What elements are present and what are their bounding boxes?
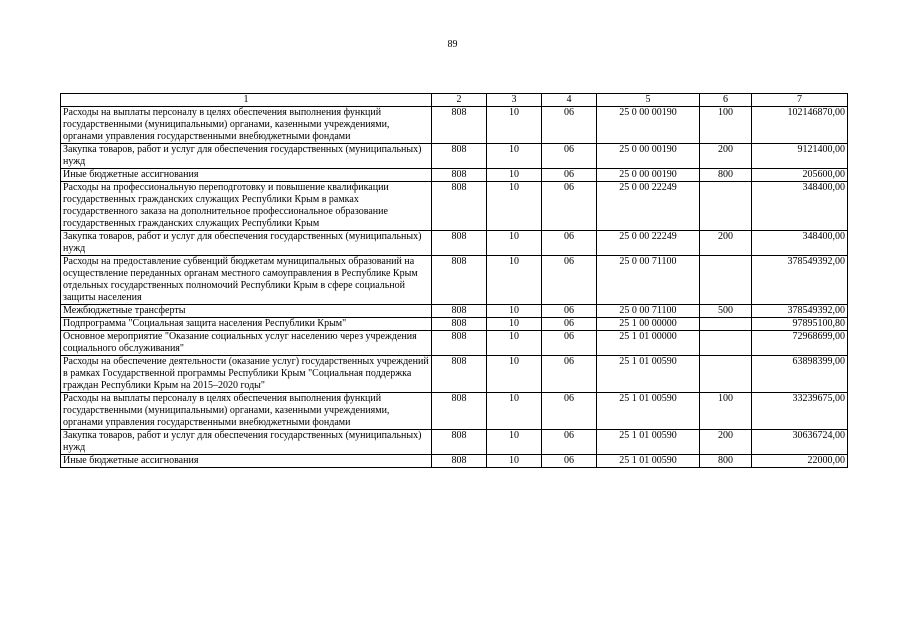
section-code: 10: [487, 107, 542, 144]
expense-name: Расходы на выплаты персоналу в целях обеспечения выполнения функций государственными (муниципальными) органами, казенными учреждениями, органами управления государственными внебюджетными фондами: [61, 393, 432, 430]
ministry-code: 808: [432, 430, 487, 455]
amount: 102146870,00: [752, 107, 848, 144]
table-row: [61, 256, 848, 305]
subsection-code: 06: [542, 256, 597, 305]
section-code: 10: [487, 231, 542, 256]
expense-type-code: 200: [700, 144, 752, 169]
amount: 205600,00: [752, 169, 848, 182]
table-row: [61, 182, 848, 231]
expense-name: Основное мероприятие "Оказание социальных услуг населению через учреждения социального обслуживания": [61, 331, 432, 356]
target-article-code: 25 0 00 22249: [597, 231, 700, 256]
amount: 348400,00: [752, 231, 848, 256]
section-code: 10: [487, 169, 542, 182]
ministry-code: 808: [432, 455, 487, 468]
column-header: 3: [487, 94, 542, 107]
expense-type-code: 800: [700, 169, 752, 182]
expense-name: Закупка товаров, работ и услуг для обеспечения государственных (муниципальных) нужд: [61, 144, 432, 169]
table-row: [61, 169, 848, 182]
table-row: [61, 356, 848, 393]
expense-name: Расходы на выплаты персоналу в целях обеспечения выполнения функций государственными (муниципальными) органами, казенными учреждениями, органами управления государственными внебюджетными фондами: [61, 107, 432, 144]
section-code: 10: [487, 393, 542, 430]
amount: 22000,00: [752, 455, 848, 468]
amount: 9121400,00: [752, 144, 848, 169]
table-row: [61, 455, 848, 468]
ministry-code: 808: [432, 356, 487, 393]
ministry-code: 808: [432, 305, 487, 318]
subsection-code: 06: [542, 169, 597, 182]
table-row: [61, 231, 848, 256]
ministry-code: 808: [432, 169, 487, 182]
target-article-code: 25 1 01 00590: [597, 356, 700, 393]
subsection-code: 06: [542, 430, 597, 455]
ministry-code: 808: [432, 256, 487, 305]
expense-type-code: [700, 256, 752, 305]
target-article-code: 25 1 01 00590: [597, 430, 700, 455]
section-code: 10: [487, 356, 542, 393]
expense-type-code: [700, 356, 752, 393]
expense-name: Закупка товаров, работ и услуг для обеспечения государственных (муниципальных) нужд: [61, 430, 432, 455]
ministry-code: 808: [432, 231, 487, 256]
target-article-code: 25 0 00 00190: [597, 144, 700, 169]
column-header: 4: [542, 94, 597, 107]
target-article-code: 25 0 00 00190: [597, 169, 700, 182]
subsection-code: 06: [542, 107, 597, 144]
section-code: 10: [487, 318, 542, 331]
expense-name: Закупка товаров, работ и услуг для обеспечения государственных (муниципальных) нужд: [61, 231, 432, 256]
target-article-code: 25 0 00 71100: [597, 305, 700, 318]
column-header: 6: [700, 94, 752, 107]
section-code: 10: [487, 331, 542, 356]
table-header-row: [61, 94, 848, 107]
table-row: [61, 331, 848, 356]
subsection-code: 06: [542, 144, 597, 169]
expense-name: Расходы на профессиональную переподготовку и повышение квалификации государственных гражданских служащих Республики Крым в рамках государственного заказа на дополнительное профессиональное образование государственных гражданских служащих Республики Крым: [61, 182, 432, 231]
expense-type-code: 200: [700, 231, 752, 256]
subsection-code: 06: [542, 305, 597, 318]
expense-name: Подпрограмма "Социальная защита населения Республики Крым": [61, 318, 432, 331]
column-header: 5: [597, 94, 700, 107]
column-header: 1: [61, 94, 432, 107]
section-code: 10: [487, 182, 542, 231]
amount: 97895100,80: [752, 318, 848, 331]
expense-name: Иные бюджетные ассигнования: [61, 455, 432, 468]
amount: 348400,00: [752, 182, 848, 231]
budget-table: [60, 93, 848, 468]
amount: 378549392,00: [752, 305, 848, 318]
section-code: 10: [487, 430, 542, 455]
subsection-code: 06: [542, 318, 597, 331]
ministry-code: 808: [432, 393, 487, 430]
target-article-code: 25 1 01 00000: [597, 331, 700, 356]
amount: 378549392,00: [752, 256, 848, 305]
expense-type-code: [700, 331, 752, 356]
target-article-code: 25 1 00 00000: [597, 318, 700, 331]
table-row: [61, 144, 848, 169]
target-article-code: 25 1 01 00590: [597, 455, 700, 468]
subsection-code: 06: [542, 182, 597, 231]
expense-name: Расходы на предоставление субвенций бюджетам муниципальных образований на осуществление переданных органам местного самоуправления в Республике Крым отдельных государственных полномочий Республики Крым в сфере социальной защиты населения: [61, 256, 432, 305]
amount: 63898399,00: [752, 356, 848, 393]
section-code: 10: [487, 455, 542, 468]
table-row: [61, 318, 848, 331]
amount: 30636724,00: [752, 430, 848, 455]
section-code: 10: [487, 256, 542, 305]
table-row: [61, 107, 848, 144]
table-row: [61, 430, 848, 455]
target-article-code: 25 1 01 00590: [597, 393, 700, 430]
amount: 72968699,00: [752, 331, 848, 356]
page-number: 89: [447, 39, 458, 50]
expense-type-code: 200: [700, 430, 752, 455]
expense-type-code: 500: [700, 305, 752, 318]
expense-name: Межбюджетные трансферты: [61, 305, 432, 318]
ministry-code: 808: [432, 318, 487, 331]
subsection-code: 06: [542, 393, 597, 430]
ministry-code: 808: [432, 144, 487, 169]
expense-type-code: 100: [700, 393, 752, 430]
section-code: 10: [487, 144, 542, 169]
amount: 33239675,00: [752, 393, 848, 430]
table-row: [61, 393, 848, 430]
subsection-code: 06: [542, 356, 597, 393]
expense-type-code: [700, 318, 752, 331]
subsection-code: 06: [542, 331, 597, 356]
column-header: 7: [752, 94, 848, 107]
expense-name: Расходы на обеспечение деятельности (оказание услуг) государственных учреждений в рамках Государственной программы Республики Крым "Социальная поддержка граждан Республики Крым на 2015–2020 годы": [61, 356, 432, 393]
target-article-code: 25 0 00 22249: [597, 182, 700, 231]
expense-type-code: 100: [700, 107, 752, 144]
expense-name: Иные бюджетные ассигнования: [61, 169, 432, 182]
table-row: [61, 305, 848, 318]
expense-type-code: [700, 182, 752, 231]
subsection-code: 06: [542, 455, 597, 468]
expense-type-code: 800: [700, 455, 752, 468]
subsection-code: 06: [542, 231, 597, 256]
ministry-code: 808: [432, 107, 487, 144]
ministry-code: 808: [432, 331, 487, 356]
target-article-code: 25 0 00 71100: [597, 256, 700, 305]
target-article-code: 25 0 00 00190: [597, 107, 700, 144]
section-code: 10: [487, 305, 542, 318]
column-header: 2: [432, 94, 487, 107]
ministry-code: 808: [432, 182, 487, 231]
